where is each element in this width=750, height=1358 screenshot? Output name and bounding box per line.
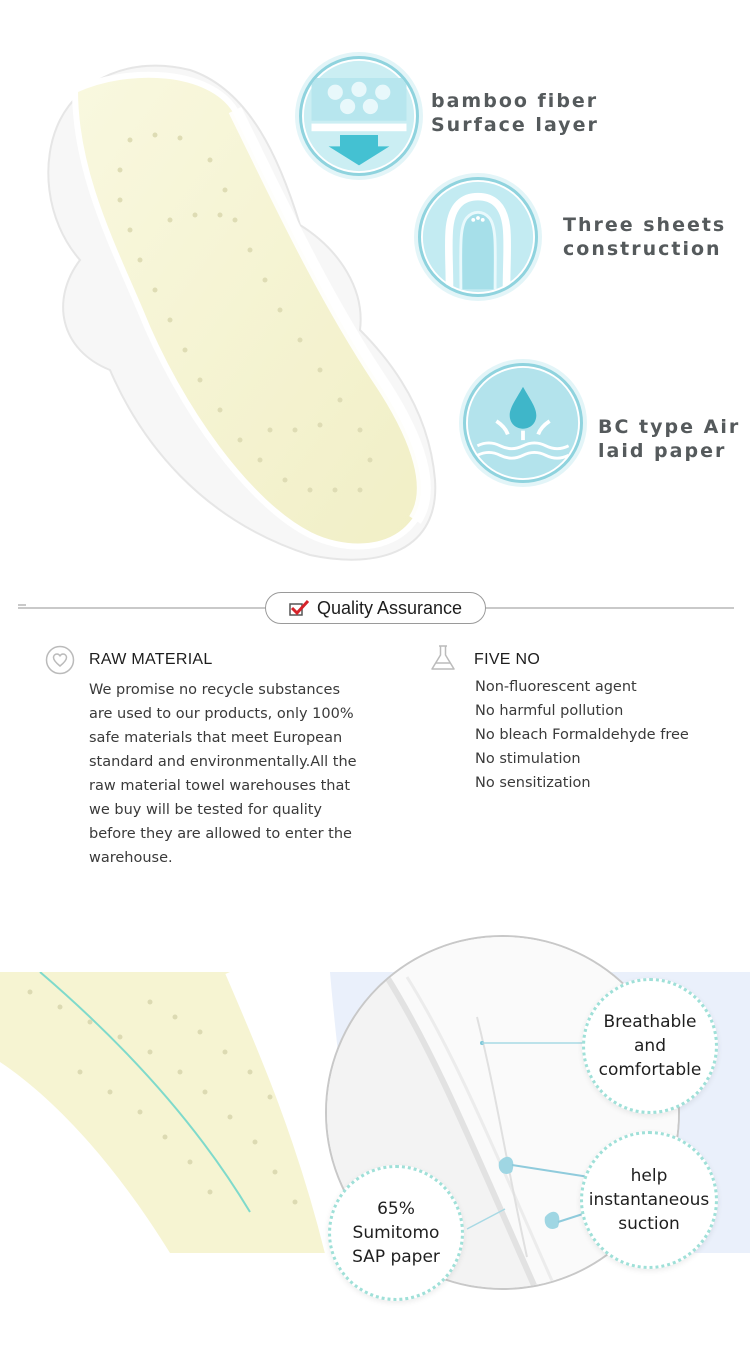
checkmark-icon [289, 599, 309, 617]
callout-suction: help instantaneous suction [580, 1131, 718, 1269]
list-item: No bleach Formaldehyde free [475, 727, 689, 743]
five-no-title: FIVE NO [474, 651, 541, 668]
list-item: Non-fluorescent agent [475, 679, 637, 695]
callout-sap-paper: 65% Sumitomo SAP paper [328, 1165, 464, 1301]
list-item: No harmful pollution [475, 703, 624, 719]
list-item: No sensitization [475, 775, 591, 791]
quality-assurance-badge [265, 592, 486, 624]
surface-layer-icon [299, 56, 419, 176]
droplet-absorb-icon [463, 363, 583, 483]
feature-label-air-laid: BC type Air laid paper [598, 416, 741, 462]
five-no-list [475, 675, 745, 795]
callout-breathable: Breathable and comfortable [582, 978, 718, 1114]
raw-material-title: RAW MATERIAL [89, 651, 213, 668]
list-item: No stimulation [475, 751, 581, 767]
feature-label-three-sheets: Three sheets construction [563, 214, 727, 260]
flask-icon [428, 643, 458, 673]
feature-label-surface-layer: bamboo fiber Surface layer [431, 90, 599, 136]
three-sheets-icon [418, 177, 538, 297]
heart-icon [45, 645, 75, 675]
raw-material-description: We promise no recycle substances are used to our products, only 100% safe materials that meet European standard and environmentally.All the raw material towel warehouses that we buy will be tested for quality before they are allowed to enter the warehouse. [89, 682, 357, 866]
quality-assurance-label: Quality Assurance [316, 597, 463, 618]
